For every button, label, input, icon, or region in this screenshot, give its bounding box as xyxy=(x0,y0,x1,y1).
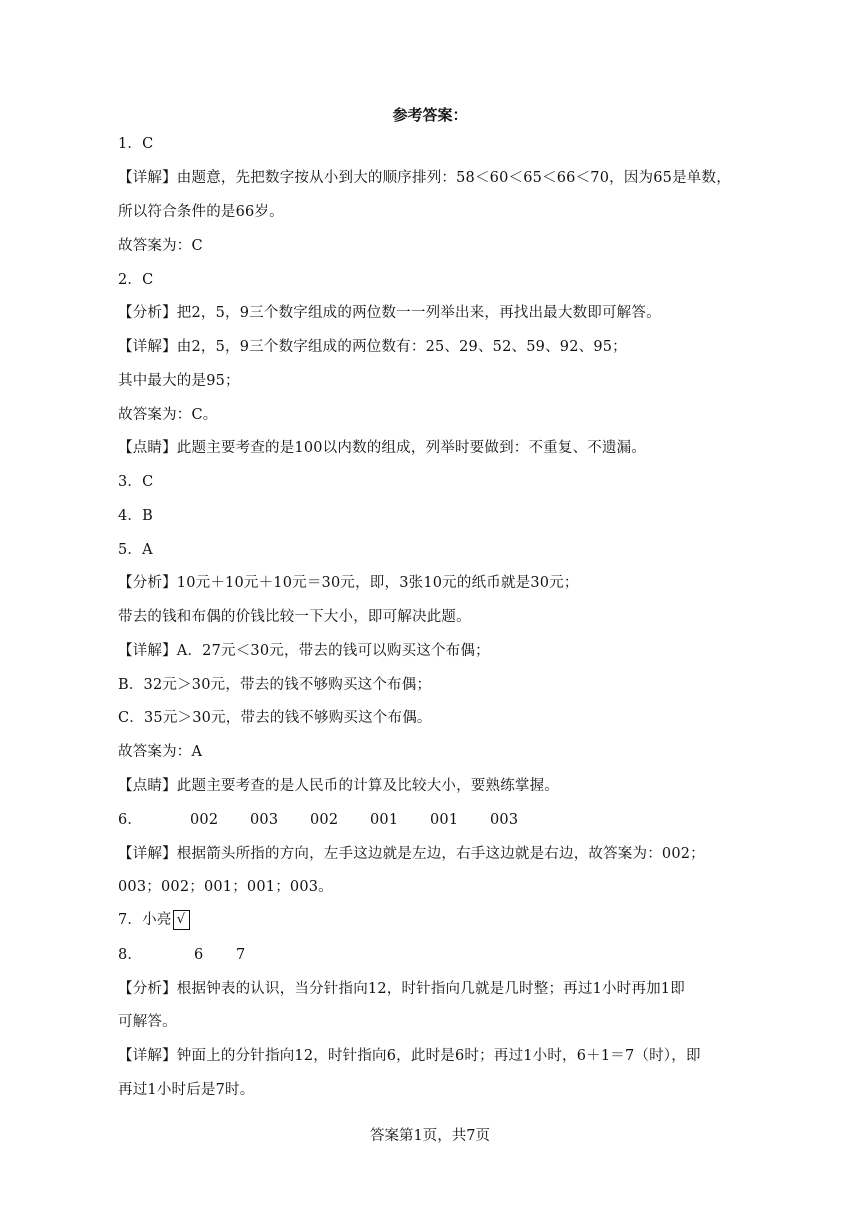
text-line: 3．C xyxy=(118,474,154,490)
text-line: B．32元＞30元，带去的钱不够购买这个布偶； xyxy=(118,677,432,693)
answer-value: 002 xyxy=(190,812,219,828)
question-7-answer xyxy=(118,909,190,931)
text-line: 【详解】根据箭头所指的方向，左手这边就是左边，右手这边就是右边，故答案为：002； xyxy=(118,846,705,862)
text-line: 【点睛】此题主要考查的是100以内数的组成，列举时要做到：不重复、不遗漏。 xyxy=(118,440,647,456)
question-8-answers xyxy=(118,944,278,966)
text-line: 【详解】钟面上的分针指向12，时针指向6，此时是6时；再过1小时，6＋1＝7（时），即 xyxy=(118,1048,701,1064)
text-line: 故答案为：C。 xyxy=(118,407,218,423)
text-line: 2．C xyxy=(118,272,154,288)
text-line: 003；002；001；001；003。 xyxy=(118,879,333,895)
text-line: 【详解】由题意，先把数字按从小到大的顺序排列：58＜60＜65＜66＜70，因为65是单数， xyxy=(118,170,731,186)
text-line: 【详解】由2，5，9三个数字组成的两位数有：25、29、52、59、92、95； xyxy=(118,339,627,355)
answer-value: 7 xyxy=(236,947,246,963)
answer-value: 002 xyxy=(310,812,339,828)
text-line: 5．A xyxy=(118,542,153,558)
text-line: 可解答。 xyxy=(118,1014,177,1030)
answer-value: 003 xyxy=(490,812,519,828)
answer-value: 003 xyxy=(250,812,279,828)
text-line: 【分析】把2，5，9三个数字组成的两位数一一列举出来，再找出最大数即可解答。 xyxy=(118,305,661,321)
question-number: 8． xyxy=(118,947,143,963)
question-number: 6． xyxy=(118,812,143,828)
text-line: 再过1小时后是7时。 xyxy=(118,1082,255,1098)
answer-value: 001 xyxy=(370,812,399,828)
text-line: 1．C xyxy=(118,136,154,152)
text-line: 【详解】A．27元＜30元，带去的钱可以购买这个布偶； xyxy=(118,643,490,659)
text-line: 所以符合条件的是66岁。 xyxy=(118,204,284,220)
text-line: 其中最大的是95； xyxy=(118,373,240,389)
text-line: 【点睛】此题主要考查的是人民币的计算及比较大小，要熟练掌握。 xyxy=(118,778,559,794)
page-title: 参考答案： xyxy=(392,106,468,124)
text-line: C．35元＞30元，带去的钱不够购买这个布偶。 xyxy=(118,710,432,726)
answer-value: 6 xyxy=(194,947,204,963)
text-line: 故答案为：A xyxy=(118,744,203,760)
answer-text: 7．小亮 xyxy=(118,912,172,928)
text-line: 故答案为：C xyxy=(118,238,203,254)
text-line: 带去的钱和布偶的价钱比较一下大小，即可解决此题。 xyxy=(118,609,471,625)
text-line: 【分析】根据钟表的认识，当分针指向12，时针指向几就是几时整；再过1小时再加1即 xyxy=(118,981,685,997)
answer-value: 001 xyxy=(430,812,459,828)
page-footer: 答案第1页，共7页 xyxy=(370,1128,490,1144)
text-line: 4．B xyxy=(118,508,153,524)
question-6-answers xyxy=(118,809,550,831)
text-line: 【分析】10元＋10元＋10元＝30元，即，3张10元的纸币就是30元； xyxy=(118,575,579,591)
check-mark-box: √ xyxy=(173,910,190,930)
